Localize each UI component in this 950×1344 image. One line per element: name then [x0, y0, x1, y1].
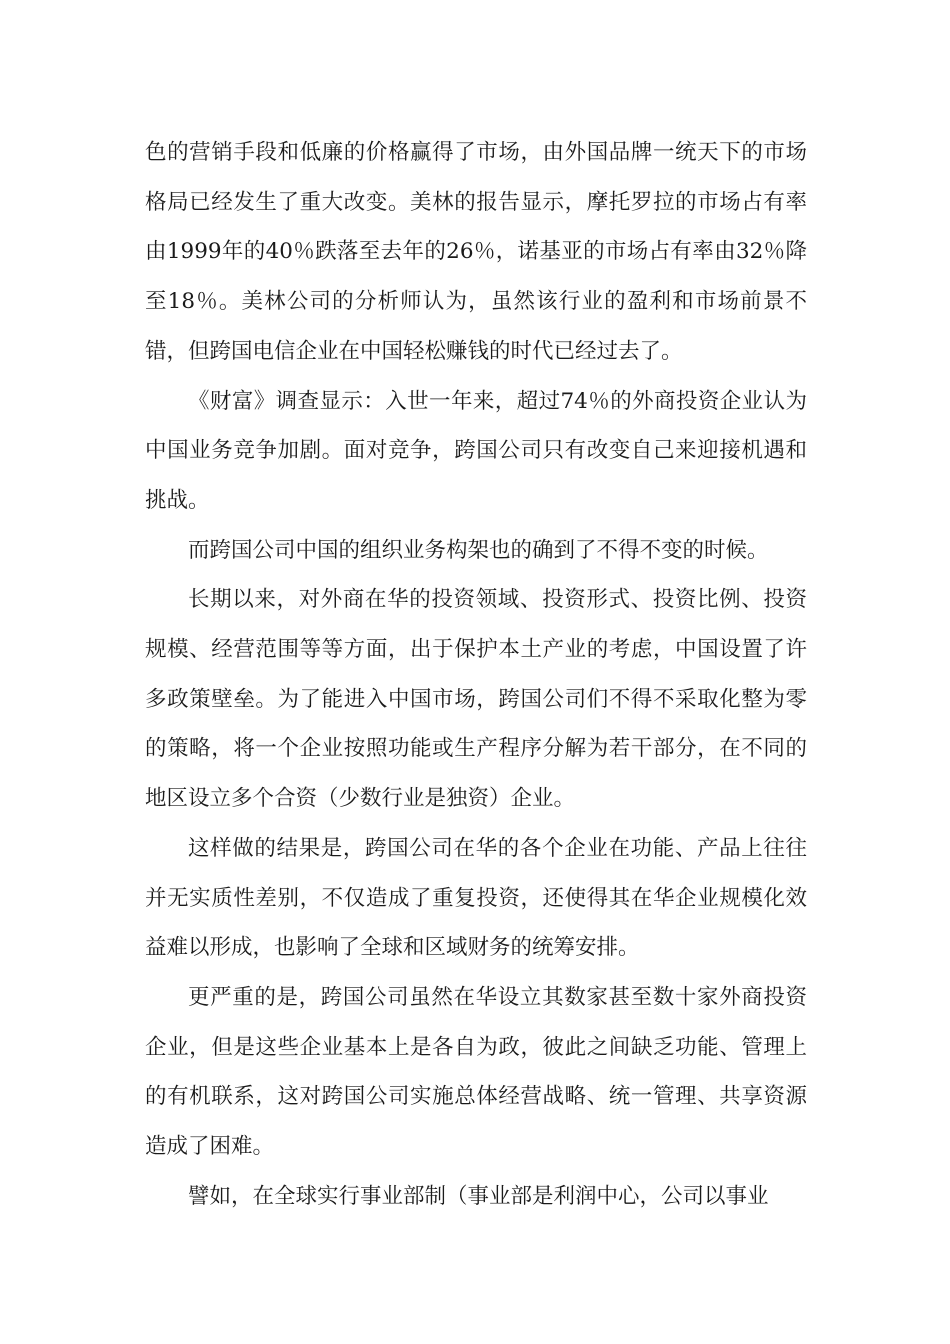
- document-body: [145, 128, 807, 1221]
- paragraph-3: 而跨国公司中国的组织业务构架也的确到了不得不变的时候。: [188, 537, 769, 563]
- paragraph-4: 长期以来，对外商在华的投资领域、投资形式、投资比例、投资规模、经营范围等等方面，出于保护本土产业的考虑，中国设置了许多政策壁垒。为了能进入中国市场，跨国公司们不得不采取化整为零的策略，将一个企业按照功能或生产程序分解为若干部分，在不同的地区设立多个合资（少数行业是独资）企业。: [145, 587, 807, 812]
- paragraph-2: 《财富》调查显示：入世一年来，超过74％的外商投资企业认为中国业务竞争加剧。面对竞争，跨国公司只有改变自己来迎接机遇和挑战。: [145, 388, 807, 513]
- paragraph-1: 色的营销手段和低廉的价格赢得了市场，由外国品牌一统天下的市场格局已经发生了重大改变。美林的报告显示，摩托罗拉的市场占有率由1999年的40％跌落至去年的26％，诺基亚的市场占有率由32％降至18％。美林公司的分析师认为，虽然该行业的盈利和市场前景不错，但跨国电信企业在中国轻松赚钱的时代已经过去了。: [145, 140, 807, 364]
- paragraph-5: 这样做的结果是，跨国公司在华的各个企业在功能、产品上往往并无实质性差别，不仅造成了重复投资，还使得其在华企业规模化效益难以形成，也影响了全球和区域财务的统筹安排。: [145, 835, 807, 961]
- paragraph-7: 譬如，在全球实行事业部制（事业部是利润中心，公司以事业: [188, 1183, 769, 1209]
- paragraph-6: 更严重的是，跨国公司虽然在华设立其数家甚至数十家外商投资企业，但是这些企业基本上是各自为政，彼此之间缺乏功能、管理上的有机联系，这对跨国公司实施总体经营战略、统一管理、共享资源造成了困难。: [145, 984, 807, 1160]
